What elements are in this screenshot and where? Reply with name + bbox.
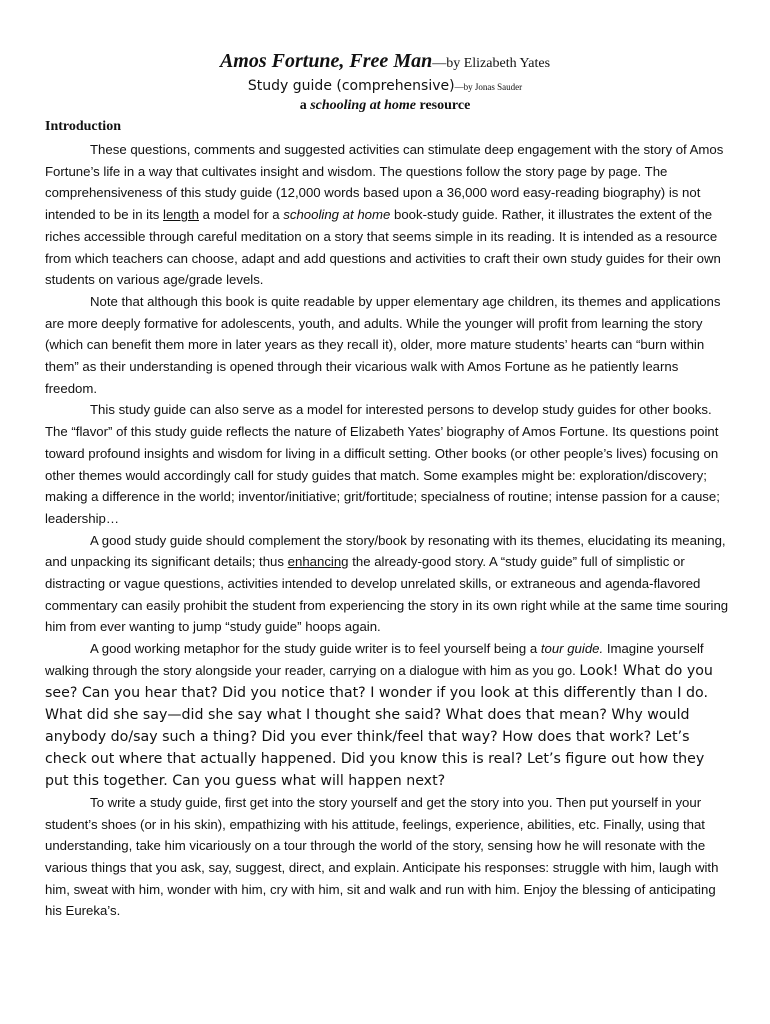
p1-underline: length bbox=[163, 207, 199, 223]
book-author: —by Elizabeth Yates bbox=[432, 56, 551, 71]
p5-text-b: Imagine yourself walking through the story alongside your reader, carrying on a dialogue with him as you go. bbox=[45, 641, 704, 678]
subtitle-text: Study guide (comprehensive) bbox=[247, 78, 455, 94]
paragraph-3: This study guide can also serve as a model for interested persons to develop study guides for other books. The “flavor” of this study guide reflects the nature of Elizabeth Yates’ biography of Amos Fortune. Its questions point toward profound insights and wisdom for living in a difficult setting. Other books (or other people’s lives) focusing on other themes would accordingly call for study guides that match. Some examples might be: exploration/discovery; making a difference in the world; inventor/initiative; grit/fortitude; specialness of routine; intense passion for a cause; leadership… bbox=[45, 402, 720, 526]
p4-underline: enhancing bbox=[287, 554, 349, 570]
tagline-prefix: a bbox=[299, 98, 311, 113]
paragraph-6: To write a study guide, first get into the story yourself and get the story into you. Then put yourself in your student’s shoes (or in his skin), empathizing with his attitude, feelings, experience, abilities, etc. Finally, using that understanding, take him vicariously on a tour through the world of the story, sensing how he will resonate with the various things that you ask, say, suggest, direct, and explain. Anticipate his responses: struggle with him, laugh with him, sweat with him, wonder with him, cry with him, sit and walk and run with him. Enjoy the blessing of anticipating his Eureka’s. bbox=[45, 794, 719, 919]
document-subtitle bbox=[0, 78, 770, 94]
p1-text-a: These questions, comments and suggested activities can stimulate deep engagement with the story of Amos Fortune’s life in a way that cultivates insight and wisdom. The questions follow the story page by page. The comprehensiveness of this study guide (12,000 words based upon a 36,000 word easy-reading biography) is not intended to be in its bbox=[45, 142, 724, 223]
tagline bbox=[0, 98, 770, 114]
p5-dialogue: Look! What do you see? Can you hear that? Did you notice that? I wonder if you look at this differently than I do. What did she say—did she say what I thought she said? What does that mean? Why would anybody do/say such a thing? Did you ever think/feel that way? How does that work? Let’s check out where that actually happened. Did you know this is real? Let’s figure out how they put this together. Can you guess what will happen next? bbox=[45, 662, 713, 789]
p1-text-b: a model for a bbox=[198, 207, 284, 223]
body-text bbox=[45, 139, 730, 922]
document-title bbox=[0, 50, 770, 73]
p1-italic: schooling at home bbox=[283, 207, 391, 223]
p4-text-b: the already-good story. A “study guide” full of simplistic or distracting or vague questions, activities intended to develop unrelated skills, or extraneous and agenda-flavored commentary can easily prohibit the student from experiencing the story in its own right while at the same time souring him from ever wanting to jump “study guide” hoops again. bbox=[45, 554, 729, 635]
paragraph-2: Note that although this book is quite readable by upper elementary age children, its themes and applications are more deeply formative for adolescents, youth, and adults. While the younger will profit from learning the story (which can benefit them more in later years as they recall it), older, more mature students’ hearts can “burn within them” as their understanding is opened through their vicarious walk with Amos Fortune as he patiently learns freedom. bbox=[45, 293, 721, 396]
tagline-emphasis: schooling at home bbox=[310, 98, 416, 113]
paragraph-1 bbox=[45, 139, 730, 291]
paragraph-4 bbox=[45, 530, 730, 639]
p5-text-a: A good working metaphor for the study guide writer is to feel yourself being a bbox=[90, 641, 541, 657]
p5-italic: tour guide. bbox=[540, 641, 604, 657]
paragraph-5 bbox=[45, 638, 730, 792]
tagline-suffix: resource bbox=[415, 98, 471, 113]
p1-text-c: book-study guide. Rather, it illustrates the extent of the riches accessible through careful meditation on a story that seems simple in its reading. It is intended as a resource from which teachers can choose, adapt and add questions and activities to craft their own study guides for their own students on various age/grade levels. bbox=[45, 207, 721, 288]
p4-text-a: A good study guide should complement the story/book by resonating with its themes, elucidating its meaning, and unpacking its significant details; thus bbox=[45, 532, 726, 570]
guide-author: —by Jonas Sauder bbox=[454, 82, 523, 92]
book-title: Amos Fortune, Free Man bbox=[219, 50, 433, 72]
section-heading: Introduction bbox=[45, 119, 121, 134]
